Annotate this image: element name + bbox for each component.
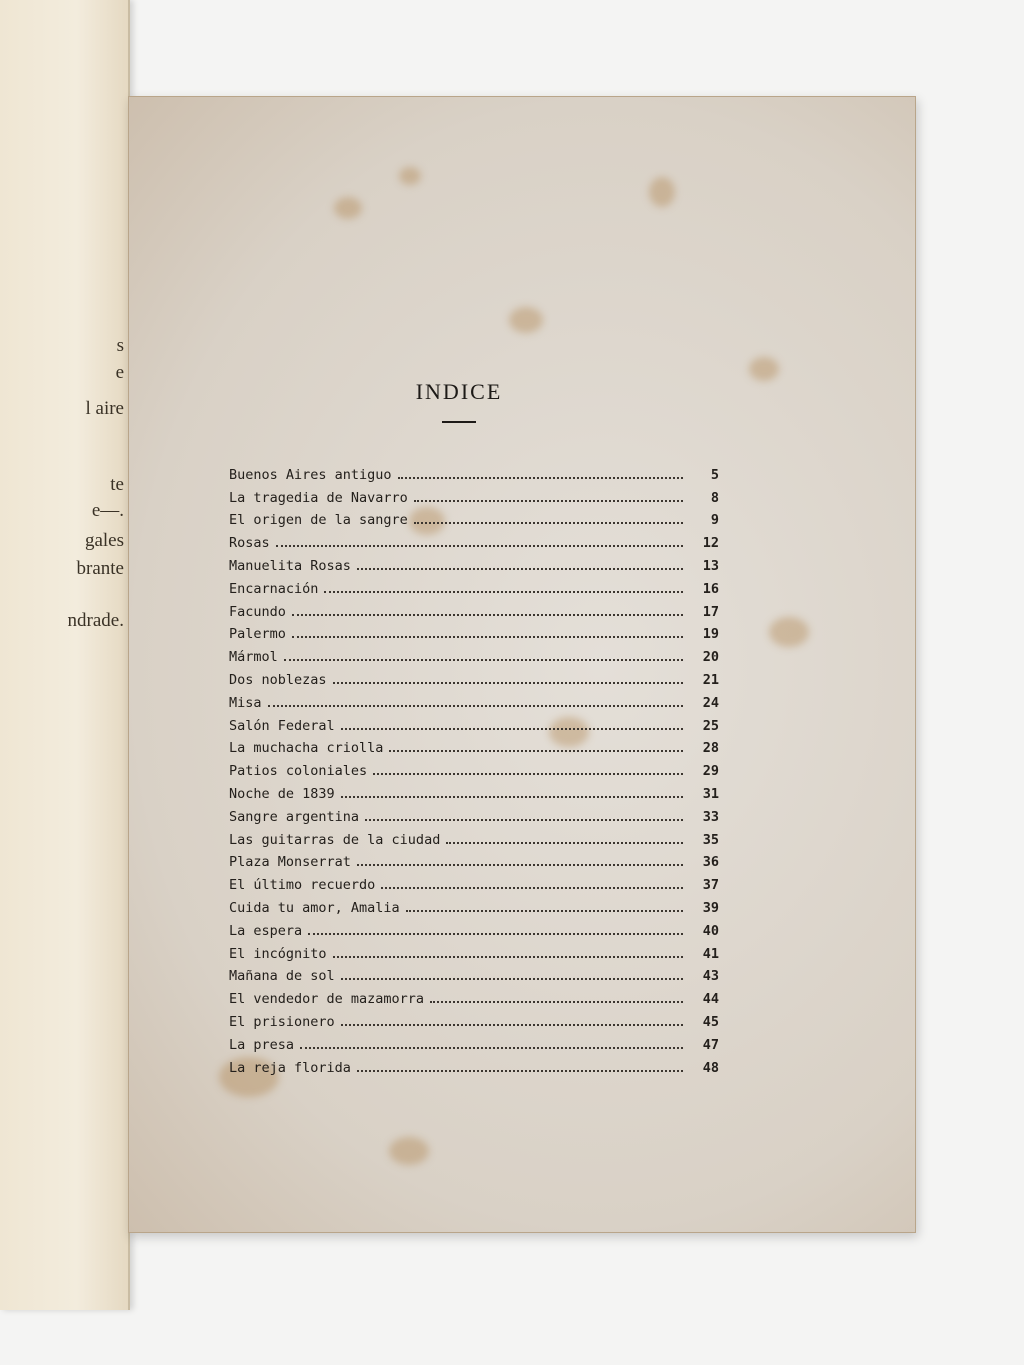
table-of-contents [229, 460, 719, 1076]
dot-leader [430, 1001, 683, 1003]
toc-entry-page-number: 31 [702, 785, 719, 802]
toc-entry [229, 848, 719, 871]
foxing-stain [649, 177, 675, 207]
toc-entry-page-number: 36 [702, 854, 719, 871]
left-page-text-fragment: te [110, 474, 124, 495]
toc-entry-title: La reja florida [229, 1059, 351, 1076]
toc-entry-page-number: 43 [702, 968, 719, 985]
toc-entry-title: La tragedia de Navarro [229, 489, 408, 506]
dot-leader [398, 477, 683, 479]
foxing-stain [334, 197, 362, 219]
dot-leader [276, 545, 683, 547]
toc-entry-title: La espera [229, 922, 303, 939]
toc-entry [229, 870, 719, 893]
title-underline [442, 421, 476, 423]
toc-entry-title: Rosas [229, 535, 270, 552]
toc-entry-title: Mármol [229, 649, 278, 666]
left-page-text-fragment: e [115, 362, 124, 383]
toc-entry-title: El último recuerdo [229, 877, 376, 894]
foxing-stain [389, 1137, 429, 1165]
toc-entry-page-number: 35 [702, 831, 719, 848]
dot-leader [414, 500, 683, 502]
left-page-text-fragment: e—. [91, 500, 124, 521]
toc-entry-page-number: 39 [702, 899, 719, 916]
foxing-stain [749, 357, 779, 381]
left-page [0, 0, 130, 1310]
toc-entry [229, 984, 719, 1007]
foxing-stain [769, 617, 809, 647]
toc-entry-page-number: 37 [702, 877, 719, 894]
toc-entry-title: El origen de la sangre [229, 512, 408, 529]
toc-entry [229, 711, 719, 734]
toc-entry-title: Encarnación [229, 580, 319, 597]
toc-entry-page-number: 8 [710, 489, 719, 506]
dot-leader [292, 636, 683, 638]
left-page-text-fragment: ndrade. [67, 610, 124, 631]
toc-entry-title: El incógnito [229, 945, 327, 962]
toc-entry [229, 962, 719, 985]
toc-entry [229, 779, 719, 802]
toc-entry-page-number: 13 [702, 557, 719, 574]
dot-leader [341, 1024, 683, 1026]
toc-entry-title: Dos noblezas [229, 671, 327, 688]
toc-entry-page-number: 45 [702, 1013, 719, 1030]
toc-entry-page-number: 24 [702, 694, 719, 711]
toc-entry [229, 460, 719, 483]
toc-entry [229, 916, 719, 939]
toc-entry [229, 506, 719, 529]
toc-entry [229, 1053, 719, 1076]
dot-leader [284, 659, 683, 661]
dot-leader [357, 864, 683, 866]
left-page-text-fragment: gales [84, 530, 124, 551]
dot-leader [414, 522, 683, 524]
dot-leader [446, 842, 683, 844]
toc-entry-page-number: 19 [702, 626, 719, 643]
toc-entry [229, 1007, 719, 1030]
toc-entry-page-number: 21 [702, 671, 719, 688]
dot-leader [357, 1070, 683, 1072]
dot-leader [341, 728, 683, 730]
toc-entry-title: Mañana de sol [229, 968, 335, 985]
toc-entry [229, 483, 719, 506]
toc-entry-page-number: 28 [702, 740, 719, 757]
left-page-text-fragment: l aire [85, 398, 124, 419]
toc-entry-page-number: 16 [702, 580, 719, 597]
toc-entry-title: La muchacha criolla [229, 740, 384, 757]
dot-leader [308, 933, 683, 935]
toc-entry-page-number: 48 [702, 1059, 719, 1076]
page-title: INDICE [415, 379, 503, 404]
toc-entry [229, 939, 719, 962]
toc-entry [229, 688, 719, 711]
toc-entry-page-number: 12 [702, 535, 719, 552]
dot-leader [292, 614, 683, 616]
toc-entry-title: Cuida tu amor, Amalia [229, 899, 400, 916]
toc-entry-title: Manuelita Rosas [229, 557, 351, 574]
toc-entry-page-number: 25 [702, 717, 719, 734]
toc-entry [229, 1030, 719, 1053]
toc-entry-title: Sangre argentina [229, 808, 360, 825]
dot-leader [357, 568, 683, 570]
toc-entry-title: Misa [229, 694, 262, 711]
toc-entry [229, 620, 719, 643]
left-page-text-fragment: brante [76, 558, 124, 579]
toc-entry-page-number: 20 [702, 649, 719, 666]
toc-entry-page-number: 5 [710, 466, 719, 483]
toc-entry-title: Buenos Aires antiguo [229, 466, 392, 483]
left-page-text-fragment: s [116, 335, 124, 356]
foxing-stain [509, 307, 543, 333]
toc-entry [229, 825, 719, 848]
toc-entry-title: Palermo [229, 626, 286, 643]
toc-entry-title: Patios coloniales [229, 763, 368, 780]
toc-entry [229, 665, 719, 688]
toc-entry-page-number: 41 [702, 945, 719, 962]
dot-leader [341, 796, 683, 798]
toc-entry-title: El prisionero [229, 1013, 335, 1030]
toc-entry-page-number: 44 [702, 991, 719, 1008]
toc-entry-page-number: 29 [702, 763, 719, 780]
toc-entry-page-number: 47 [702, 1036, 719, 1053]
dot-leader [324, 591, 683, 593]
index-page [128, 96, 916, 1233]
dot-leader [365, 819, 683, 821]
toc-entry-title: La presa [229, 1036, 295, 1053]
toc-entry-page-number: 40 [702, 922, 719, 939]
dot-leader [268, 705, 683, 707]
toc-entry [229, 551, 719, 574]
dot-leader [373, 773, 683, 775]
toc-entry [229, 528, 719, 551]
dot-leader [406, 910, 683, 912]
toc-entry-page-number: 17 [702, 603, 719, 620]
toc-entry-title: El vendedor de mazamorra [229, 991, 425, 1008]
toc-entry-title: Plaza Monserrat [229, 854, 351, 871]
dot-leader [333, 682, 683, 684]
toc-entry-page-number: 33 [702, 808, 719, 825]
toc-entry [229, 597, 719, 620]
toc-entry [229, 802, 719, 825]
dot-leader [381, 887, 683, 889]
toc-entry-title: Las guitarras de la ciudad [229, 831, 441, 848]
foxing-stain [399, 167, 421, 185]
toc-entry [229, 756, 719, 779]
toc-entry [229, 734, 719, 757]
dot-leader [300, 1047, 683, 1049]
dot-leader [389, 750, 683, 752]
dot-leader [341, 978, 683, 980]
toc-entry-page-number: 9 [710, 512, 719, 529]
dot-leader [333, 956, 683, 958]
toc-entry-title: Salón Federal [229, 717, 335, 734]
toc-entry [229, 642, 719, 665]
toc-entry [229, 893, 719, 916]
toc-entry-title: Noche de 1839 [229, 785, 335, 802]
toc-entry-title: Facundo [229, 603, 286, 620]
toc-entry [229, 574, 719, 597]
